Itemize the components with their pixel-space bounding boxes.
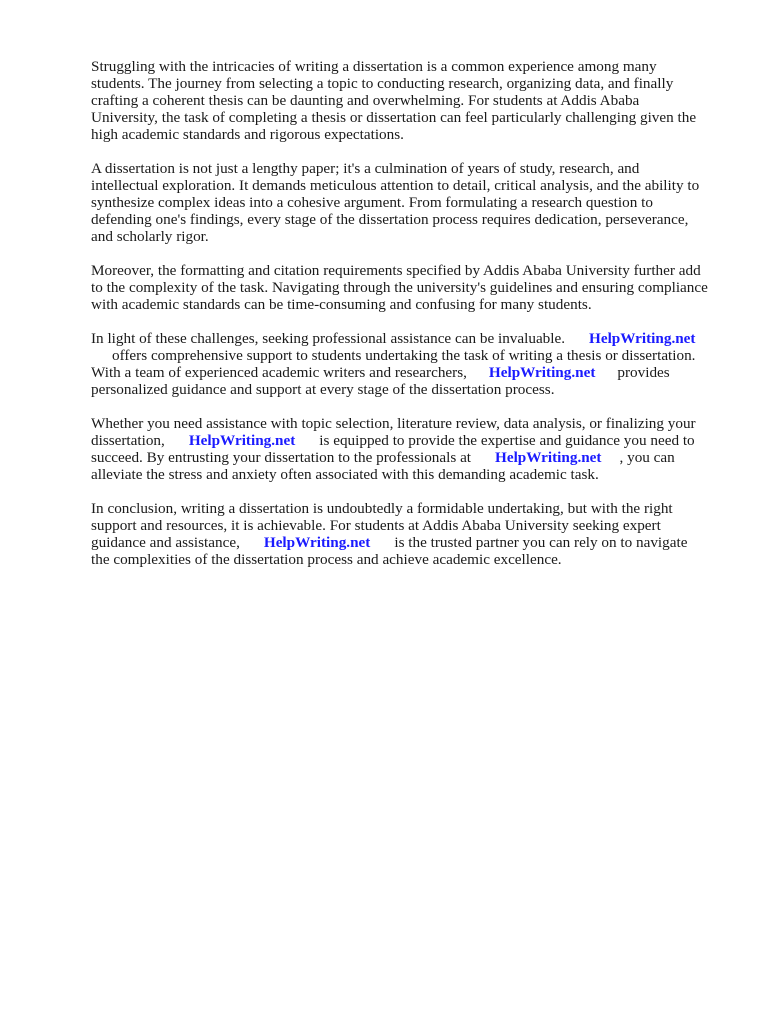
text-line: and scholarly rigor. — [91, 228, 209, 245]
document-page — [91, 58, 731, 585]
paragraph-definition — [91, 160, 731, 245]
text-line: A dissertation is not just a lengthy paper; it's a culmination of years of study, research, and — [91, 160, 640, 177]
text-segment: With a team of experienced academic writers and researchers, — [91, 364, 467, 381]
text-line: to the complexity of the task. Navigating through the university's guidelines and ensuring compliance — [91, 279, 708, 296]
text-line: students. The journey from selecting a topic to conducting research, organizing data, and finally — [91, 75, 674, 92]
text-line — [91, 330, 731, 347]
paragraph-services — [91, 415, 731, 483]
paragraph-conclusion — [91, 500, 731, 568]
text-line: crafting a coherent thesis can be daunting and overwhelming. For students at Addis Ababa — [91, 92, 640, 109]
text-segment: , you can — [619, 449, 675, 466]
text-line: University, the task of completing a thesis or dissertation can feel particularly challenging given the — [91, 109, 697, 126]
text-segment: succeed. By entrusting your dissertation to the professionals at — [91, 449, 472, 466]
text-line: intellectual exploration. It demands meticulous attention to detail, critical analysis, and the ability to — [91, 177, 700, 194]
text-line: alleviate the stress and anxiety often associated with this demanding academic task. — [91, 466, 599, 483]
helpwriting-link[interactable]: HelpWriting.net — [263, 534, 371, 551]
text-segment: dissertation, — [91, 432, 165, 449]
text-line: Moreover, the formatting and citation requirements specified by Addis Ababa University further add — [91, 262, 701, 279]
text-segment: guidance and assistance, — [91, 534, 240, 551]
text-line: defending one's findings, every stage of the dissertation process requires dedication, perseverance, — [91, 211, 689, 228]
text-line: the complexities of the dissertation process and achieve academic excellence. — [91, 551, 562, 568]
text-line — [91, 347, 731, 364]
helpwriting-link[interactable]: HelpWriting.net — [589, 330, 696, 347]
text-line — [91, 534, 731, 551]
text-line: synthesize complex ideas into a cohesive argument. From formulating a research question to — [91, 194, 653, 211]
helpwriting-link[interactable]: HelpWriting.net — [495, 449, 602, 466]
text-segment: is the trusted partner you can rely on to navigate — [394, 534, 688, 551]
paragraph-intro — [91, 58, 731, 143]
text-segment: offers comprehensive support to students undertaking the task of writing a thesis or dissertation. — [112, 347, 696, 364]
text-line: support and resources, it is achievable. For students at Addis Ababa University seeking expert — [91, 517, 661, 534]
text-line: high academic standards and rigorous expectations. — [91, 126, 404, 143]
text-segment: provides — [617, 364, 670, 381]
text-line: with academic standards can be time-consuming and confusing for many students. — [91, 296, 592, 313]
helpwriting-link[interactable]: HelpWriting.net — [188, 432, 296, 449]
text-line: In conclusion, writing a dissertation is undoubtedly a formidable undertaking, but with the right — [91, 500, 673, 517]
paragraph-formatting — [91, 262, 731, 313]
text-line — [91, 364, 731, 381]
text-segment: In light of these challenges, seeking professional assistance can be invaluable. — [91, 330, 566, 347]
text-line: Whether you need assistance with topic selection, literature review, data analysis, or finalizing your — [91, 415, 696, 432]
text-line — [91, 449, 731, 466]
text-line: Struggling with the intricacies of writing a dissertation is a common experience among many — [91, 58, 657, 75]
text-line — [91, 432, 731, 449]
helpwriting-link[interactable]: HelpWriting.net — [488, 364, 596, 381]
text-line: personalized guidance and support at every stage of the dissertation process. — [91, 381, 555, 398]
paragraph-assistance — [91, 330, 731, 398]
text-segment: is equipped to provide the expertise and guidance you need to — [319, 432, 695, 449]
